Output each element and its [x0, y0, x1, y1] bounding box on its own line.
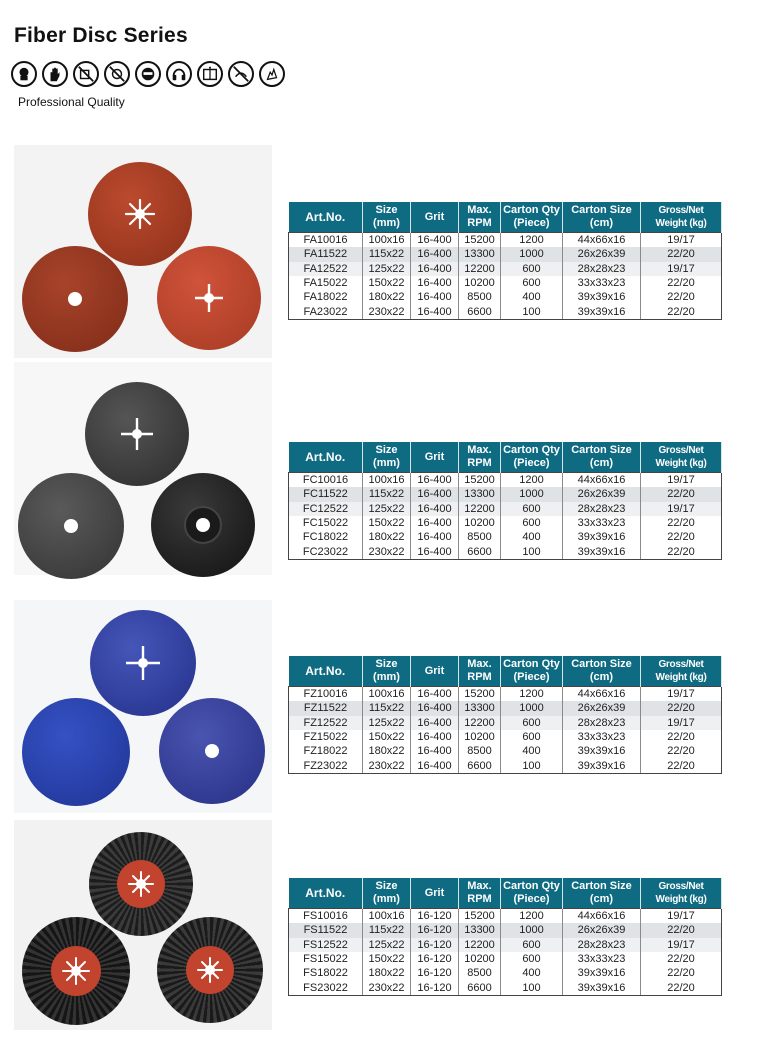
ceramic-hub-icon [22, 917, 130, 1025]
cell-qty: 1200 [501, 909, 563, 924]
cell-carton-size: 26x26x39 [563, 923, 641, 937]
cell-art-no: FA11522 [289, 247, 363, 261]
cell-grit: 16-400 [411, 701, 459, 715]
cell-rpm: 15200 [459, 473, 501, 488]
cell-rpm: 8500 [459, 290, 501, 304]
cell-art-no: FC11522 [289, 487, 363, 501]
cell-art-no: FA12522 [289, 262, 363, 276]
col-carton-size: Carton Size (cm) [563, 202, 641, 233]
fc-disc-top [85, 382, 189, 486]
cell-rpm: 6600 [459, 304, 501, 319]
cell-grit: 16-400 [411, 716, 459, 730]
cell-weight: 19/17 [641, 909, 722, 924]
col-weight: Gross/Net Weight (kg) [641, 202, 722, 233]
cell-carton-size: 44x66x16 [563, 233, 641, 248]
cell-rpm: 10200 [459, 276, 501, 290]
cell-qty: 1000 [501, 923, 563, 937]
cell-carton-size: 44x66x16 [563, 909, 641, 924]
no-lubricant-icon [73, 61, 99, 87]
cell-art-no: FA10016 [289, 233, 363, 248]
cell-rpm: 12200 [459, 938, 501, 952]
col-weight: Gross/Net Weight (kg) [641, 878, 722, 909]
table-row [289, 233, 722, 248]
cell-size: 125x22 [363, 938, 411, 952]
cell-weight: 19/17 [641, 233, 722, 248]
cell-qty: 600 [501, 938, 563, 952]
cell-qty: 1000 [501, 247, 563, 261]
cell-qty: 100 [501, 758, 563, 773]
cell-size: 150x22 [363, 276, 411, 290]
cell-rpm: 12200 [459, 716, 501, 730]
table-row [289, 516, 722, 530]
cell-grit: 16-120 [411, 966, 459, 980]
table-row [289, 744, 722, 758]
cell-grit: 16-400 [411, 730, 459, 744]
cell-grit: 16-400 [411, 744, 459, 758]
col-art-no: Art.No. [289, 442, 363, 473]
cell-carton-size: 39x39x16 [563, 966, 641, 980]
cell-carton-size: 33x33x23 [563, 516, 641, 530]
cell-qty: 600 [501, 516, 563, 530]
cell-size: 100x16 [363, 473, 411, 488]
table-row [289, 530, 722, 544]
fc-disc-left [18, 473, 124, 579]
cell-art-no: FC23022 [289, 544, 363, 559]
cross-slot-icon [157, 246, 261, 350]
cell-art-no: FZ15022 [289, 730, 363, 744]
cell-art-no: FA15022 [289, 276, 363, 290]
spec-table-fs [288, 878, 722, 996]
fz-disc-left [22, 698, 130, 806]
col-carton-qty: Carton Qty (Piece) [501, 878, 563, 909]
cell-grit: 16-400 [411, 233, 459, 248]
table-header-row [289, 656, 722, 687]
cell-size: 150x22 [363, 730, 411, 744]
col-size: Size (mm) [363, 656, 411, 687]
cell-carton-size: 28x28x23 [563, 716, 641, 730]
cell-art-no: FS10016 [289, 909, 363, 924]
cell-size: 125x22 [363, 502, 411, 516]
cell-grit: 16-400 [411, 473, 459, 488]
cell-rpm: 12200 [459, 502, 501, 516]
col-art-no: Art.No. [289, 656, 363, 687]
no-wet-grinding-icon [228, 61, 254, 87]
cell-weight: 22/20 [641, 744, 722, 758]
cell-grit: 16-120 [411, 938, 459, 952]
center-hole-icon [22, 246, 128, 352]
cell-weight: 22/20 [641, 530, 722, 544]
table-row [289, 938, 722, 952]
cell-size: 180x22 [363, 530, 411, 544]
fc-disc-right [151, 473, 255, 577]
cell-size: 115x22 [363, 247, 411, 261]
cell-carton-size: 39x39x16 [563, 980, 641, 995]
col-carton-size: Carton Size (cm) [563, 656, 641, 687]
cell-carton-size: 28x28x23 [563, 938, 641, 952]
cell-art-no: FC12522 [289, 502, 363, 516]
read-manual-icon [197, 61, 223, 87]
cell-carton-size: 26x26x39 [563, 487, 641, 501]
cell-weight: 22/20 [641, 487, 722, 501]
cell-rpm: 6600 [459, 544, 501, 559]
table-row [289, 247, 722, 261]
cell-carton-size: 39x39x16 [563, 304, 641, 319]
spec-table-fa [288, 202, 722, 320]
cell-art-no: FC10016 [289, 473, 363, 488]
cell-qty: 1200 [501, 687, 563, 702]
cell-weight: 22/20 [641, 544, 722, 559]
cell-rpm: 6600 [459, 758, 501, 773]
table-row [289, 502, 722, 516]
cell-weight: 22/20 [641, 758, 722, 773]
fz-disc-right [159, 698, 265, 804]
cell-rpm: 8500 [459, 744, 501, 758]
fz-disc-photo [14, 600, 272, 813]
cell-size: 230x22 [363, 980, 411, 995]
cell-grit: 16-400 [411, 544, 459, 559]
cell-art-no: FS18022 [289, 966, 363, 980]
table-row [289, 730, 722, 744]
cell-weight: 19/17 [641, 502, 722, 516]
cell-size: 125x22 [363, 262, 411, 276]
cell-qty: 400 [501, 290, 563, 304]
center-hole-icon [18, 473, 124, 579]
cell-qty: 100 [501, 304, 563, 319]
col-grit: Grit [411, 656, 459, 687]
cell-weight: 19/17 [641, 938, 722, 952]
fa-disc-left [22, 246, 128, 352]
cell-grit: 16-120 [411, 923, 459, 937]
cell-carton-size: 26x26x39 [563, 701, 641, 715]
col-weight: Gross/Net Weight (kg) [641, 656, 722, 687]
col-size: Size (mm) [363, 878, 411, 909]
cell-weight: 22/20 [641, 980, 722, 995]
col-carton-qty: Carton Qty (Piece) [501, 656, 563, 687]
cell-weight: 19/17 [641, 473, 722, 488]
col-size: Size (mm) [363, 202, 411, 233]
table-row [289, 952, 722, 966]
cell-weight: 22/20 [641, 304, 722, 319]
table-row [289, 544, 722, 559]
cell-carton-size: 33x33x23 [563, 276, 641, 290]
table-row [289, 304, 722, 319]
cell-qty: 600 [501, 502, 563, 516]
col-max-rpm: Max. RPM [459, 878, 501, 909]
fa-disc-photo [14, 145, 272, 358]
cell-weight: 19/17 [641, 716, 722, 730]
cell-weight: 22/20 [641, 730, 722, 744]
cell-qty: 100 [501, 980, 563, 995]
cell-qty: 1000 [501, 487, 563, 501]
cell-art-no: FZ18022 [289, 744, 363, 758]
table-row [289, 980, 722, 995]
cell-size: 115x22 [363, 487, 411, 501]
cell-grit: 16-400 [411, 758, 459, 773]
face-mask-icon [11, 61, 37, 87]
hub-center-icon [151, 473, 255, 577]
cell-weight: 22/20 [641, 290, 722, 304]
col-carton-size: Carton Size (cm) [563, 878, 641, 909]
col-art-no: Art.No. [289, 202, 363, 233]
cell-size: 100x16 [363, 909, 411, 924]
ear-protection-icon [166, 61, 192, 87]
cell-grit: 16-120 [411, 980, 459, 995]
table-row [289, 276, 722, 290]
gloves-icon [42, 61, 68, 87]
col-carton-qty: Carton Qty (Piece) [501, 442, 563, 473]
cell-carton-size: 26x26x39 [563, 247, 641, 261]
cell-qty: 600 [501, 716, 563, 730]
table-row [289, 262, 722, 276]
cell-weight: 22/20 [641, 952, 722, 966]
fa-disc-right [157, 246, 261, 350]
col-weight: Gross/Net Weight (kg) [641, 442, 722, 473]
cell-art-no: FZ23022 [289, 758, 363, 773]
cell-grit: 16-400 [411, 487, 459, 501]
table-row [289, 473, 722, 488]
cell-art-no: FS23022 [289, 980, 363, 995]
cell-grit: 16-400 [411, 530, 459, 544]
cell-qty: 100 [501, 544, 563, 559]
cell-size: 230x22 [363, 544, 411, 559]
cell-art-no: FS15022 [289, 952, 363, 966]
table-header-row [289, 878, 722, 909]
cell-size: 180x22 [363, 744, 411, 758]
table-row [289, 923, 722, 937]
cell-size: 115x22 [363, 701, 411, 715]
no-damaged-disc-icon [104, 61, 130, 87]
spec-table-fz [288, 656, 722, 774]
fs-disc-photo [14, 820, 272, 1030]
cell-grit: 16-400 [411, 516, 459, 530]
cell-rpm: 10200 [459, 952, 501, 966]
cell-grit: 16-400 [411, 304, 459, 319]
center-hole-icon [159, 698, 265, 804]
page-title: Fiber Disc Series [14, 24, 188, 47]
cell-qty: 1200 [501, 473, 563, 488]
col-max-rpm: Max. RPM [459, 202, 501, 233]
cell-size: 150x22 [363, 952, 411, 966]
cell-art-no: FA23022 [289, 304, 363, 319]
cell-size: 230x22 [363, 758, 411, 773]
cell-qty: 400 [501, 530, 563, 544]
fs-disc-left [22, 917, 130, 1025]
cell-grit: 16-120 [411, 909, 459, 924]
table-row [289, 487, 722, 501]
col-carton-qty: Carton Qty (Piece) [501, 202, 563, 233]
table-row [289, 701, 722, 715]
cell-carton-size: 39x39x16 [563, 744, 641, 758]
cell-rpm: 8500 [459, 966, 501, 980]
cell-weight: 22/20 [641, 276, 722, 290]
cell-rpm: 10200 [459, 730, 501, 744]
col-max-rpm: Max. RPM [459, 656, 501, 687]
cell-size: 125x22 [363, 716, 411, 730]
cell-weight: 19/17 [641, 687, 722, 702]
cell-carton-size: 39x39x16 [563, 758, 641, 773]
cell-carton-size: 28x28x23 [563, 502, 641, 516]
table-row [289, 687, 722, 702]
cell-qty: 1200 [501, 233, 563, 248]
cell-art-no: FC18022 [289, 530, 363, 544]
cell-art-no: FA18022 [289, 290, 363, 304]
cell-grit: 16-120 [411, 952, 459, 966]
cell-weight: 22/20 [641, 516, 722, 530]
cell-qty: 600 [501, 276, 563, 290]
table-header-row [289, 202, 722, 233]
cell-size: 180x22 [363, 966, 411, 980]
cell-grit: 16-400 [411, 687, 459, 702]
table-row [289, 290, 722, 304]
cell-qty: 600 [501, 952, 563, 966]
cell-art-no: FZ11522 [289, 701, 363, 715]
cell-carton-size: 28x28x23 [563, 262, 641, 276]
col-grit: Grit [411, 442, 459, 473]
cell-rpm: 13300 [459, 247, 501, 261]
cell-rpm: 15200 [459, 909, 501, 924]
cell-art-no: FS11522 [289, 923, 363, 937]
cell-weight: 19/17 [641, 262, 722, 276]
cell-rpm: 6600 [459, 980, 501, 995]
cell-weight: 22/20 [641, 966, 722, 980]
cell-art-no: FC15022 [289, 516, 363, 530]
cell-size: 180x22 [363, 290, 411, 304]
cell-grit: 16-400 [411, 276, 459, 290]
cell-rpm: 15200 [459, 687, 501, 702]
cell-carton-size: 44x66x16 [563, 687, 641, 702]
spec-table-fc [288, 442, 722, 560]
cell-rpm: 13300 [459, 701, 501, 715]
fc-disc-photo [14, 362, 272, 575]
table-row [289, 966, 722, 980]
cell-rpm: 12200 [459, 262, 501, 276]
cell-art-no: FZ12522 [289, 716, 363, 730]
cell-rpm: 13300 [459, 923, 501, 937]
cell-weight: 22/20 [641, 923, 722, 937]
cell-rpm: 13300 [459, 487, 501, 501]
col-grit: Grit [411, 878, 459, 909]
cell-qty: 400 [501, 744, 563, 758]
table-header-row [289, 442, 722, 473]
hand-protection-icon [259, 61, 285, 87]
subtitle: Professional Quality [18, 95, 125, 109]
safety-goggles-icon [135, 61, 161, 87]
cell-grit: 16-400 [411, 262, 459, 276]
cell-size: 150x22 [363, 516, 411, 530]
cell-carton-size: 33x33x23 [563, 952, 641, 966]
cell-rpm: 10200 [459, 516, 501, 530]
col-carton-size: Carton Size (cm) [563, 442, 641, 473]
cell-carton-size: 33x33x23 [563, 730, 641, 744]
cell-grit: 16-400 [411, 502, 459, 516]
table-row [289, 758, 722, 773]
cell-rpm: 15200 [459, 233, 501, 248]
cell-carton-size: 39x39x16 [563, 530, 641, 544]
cell-rpm: 8500 [459, 530, 501, 544]
cell-carton-size: 39x39x16 [563, 290, 641, 304]
cell-size: 230x22 [363, 304, 411, 319]
cell-art-no: FZ10016 [289, 687, 363, 702]
cell-size: 100x16 [363, 687, 411, 702]
cell-art-no: FS12522 [289, 938, 363, 952]
ceramic-hub-icon [157, 917, 263, 1023]
cell-qty: 1000 [501, 701, 563, 715]
safety-icons-row [11, 61, 285, 91]
cell-size: 100x16 [363, 233, 411, 248]
table-row [289, 716, 722, 730]
cell-carton-size: 44x66x16 [563, 473, 641, 488]
table-row [289, 909, 722, 924]
cell-qty: 400 [501, 966, 563, 980]
cell-weight: 22/20 [641, 701, 722, 715]
col-max-rpm: Max. RPM [459, 442, 501, 473]
col-size: Size (mm) [363, 442, 411, 473]
cell-qty: 600 [501, 730, 563, 744]
col-art-no: Art.No. [289, 878, 363, 909]
cell-carton-size: 39x39x16 [563, 544, 641, 559]
cell-grit: 16-400 [411, 290, 459, 304]
cell-weight: 22/20 [641, 247, 722, 261]
fs-disc-right [157, 917, 263, 1023]
cell-qty: 600 [501, 262, 563, 276]
cross-slot-icon [85, 382, 189, 486]
cell-size: 115x22 [363, 923, 411, 937]
cell-grit: 16-400 [411, 247, 459, 261]
col-grit: Grit [411, 202, 459, 233]
